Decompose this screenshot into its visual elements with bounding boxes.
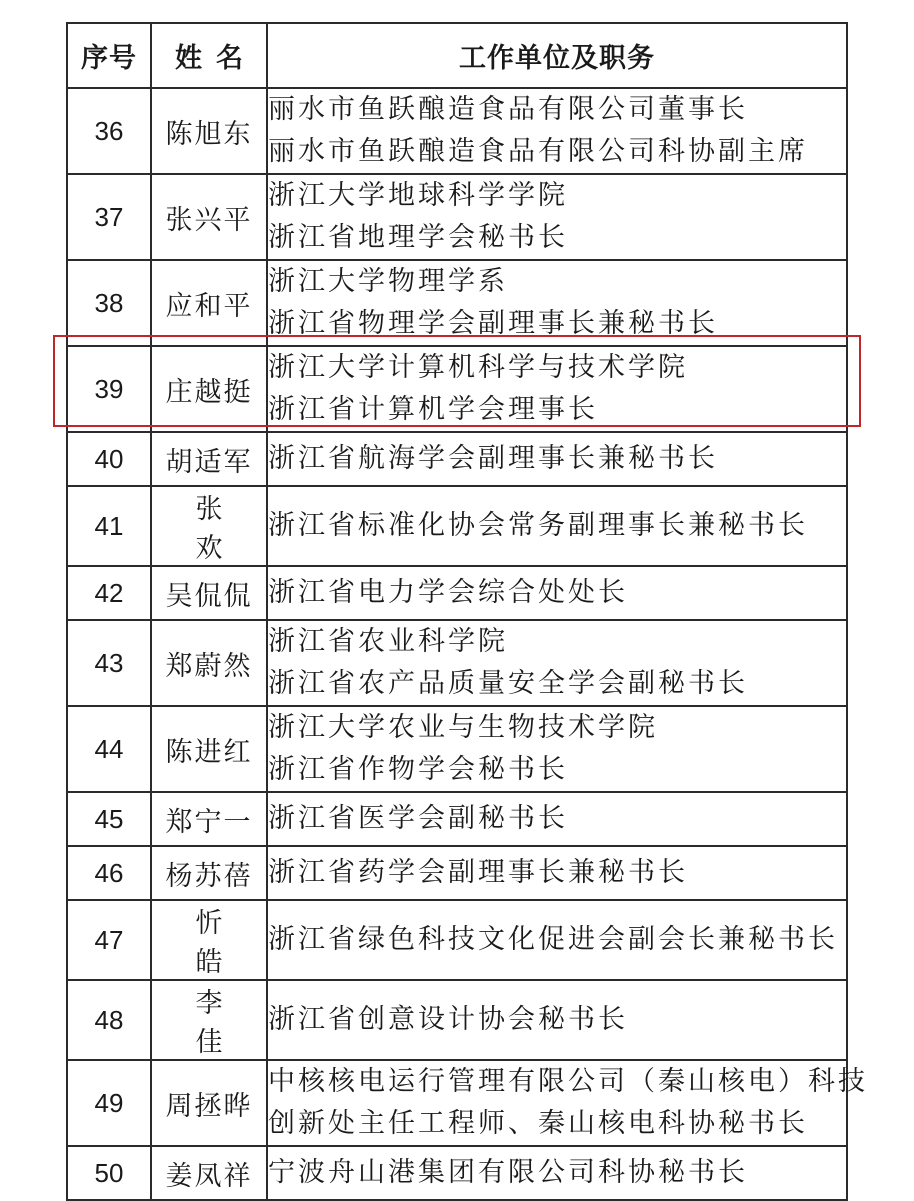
row-organization (267, 706, 847, 792)
row-person-name: 吴侃侃 (151, 566, 267, 620)
row-organization (267, 620, 847, 706)
row-serial-number: 41 (67, 486, 151, 566)
row-serial-number: 46 (67, 846, 151, 900)
row-serial-number: 48 (67, 980, 151, 1060)
table-row (67, 846, 847, 900)
row-organization (267, 900, 847, 980)
row-serial-number: 44 (67, 706, 151, 792)
row-serial-number: 36 (67, 88, 151, 174)
row-person-name: 陈进红 (151, 706, 267, 792)
row-person-name: 张兴平 (151, 174, 267, 260)
table-row (67, 174, 847, 260)
table-body (67, 88, 868, 1200)
organization-line: 浙江大学计算机科学与技术学院 (268, 352, 688, 383)
row-serial-number: 40 (67, 432, 151, 486)
row-person-name: 郑蔚然 (151, 620, 267, 706)
row-person-name: 姜凤祥 (151, 1146, 267, 1200)
table-row (67, 620, 847, 706)
row-person-name: 李佳 (151, 980, 267, 1060)
row-organization (267, 88, 847, 174)
organization-line: 中核核电运行管理有限公司（秦山核电）科技 (268, 1066, 868, 1097)
organization-line: 浙江省医学会副秘书长 (268, 803, 568, 834)
row-organization (267, 346, 847, 432)
row-person-name: 庄越挺 (151, 346, 267, 432)
row-organization (267, 980, 847, 1060)
row-serial-number: 45 (67, 792, 151, 846)
table-header-row (67, 23, 847, 88)
organization-line: 宁波舟山港集团有限公司科协秘书长 (268, 1157, 748, 1188)
row-person-name: 张欢 (151, 486, 267, 566)
row-person-name: 陈旭东 (151, 88, 267, 174)
row-serial-number: 42 (67, 566, 151, 620)
header-name (151, 23, 267, 88)
row-serial-number: 50 (67, 1146, 151, 1200)
organization-line: 浙江大学农业与生物技术学院 (268, 712, 658, 743)
row-person-name: 应和平 (151, 260, 267, 346)
header-serial-number: 序号 (67, 23, 151, 88)
organization-line: 浙江省农产品质量安全学会副秘书长 (268, 668, 748, 699)
row-person-name: 杨苏蓓 (151, 846, 267, 900)
row-organization (267, 486, 847, 566)
organization-line: 浙江省物理学会副理事长兼秘书长 (268, 308, 718, 339)
row-serial-number: 37 (67, 174, 151, 260)
row-person-name: 郑宁一 (151, 792, 267, 846)
table-row (67, 1146, 847, 1200)
organization-line: 浙江省计算机学会理事长 (268, 394, 598, 425)
row-organization (267, 846, 847, 900)
row-organization (267, 1146, 847, 1200)
row-organization (267, 1060, 868, 1146)
table-row (67, 980, 847, 1060)
row-organization (267, 432, 847, 486)
table-row (67, 1060, 847, 1146)
table-row (67, 486, 847, 566)
row-person-name: 忻皓 (151, 900, 267, 980)
row-organization (267, 566, 847, 620)
member-table (66, 22, 868, 1201)
row-serial-number: 39 (67, 346, 151, 432)
organization-line: 浙江大学地球科学学院 (268, 180, 568, 211)
organization-line: 浙江省药学会副理事长兼秘书长 (268, 857, 688, 888)
header-name-label: 姓名 (175, 43, 257, 74)
row-organization (267, 174, 847, 260)
organization-line: 浙江省标准化协会常务副理事长兼秘书长 (268, 510, 808, 541)
organization-line: 丽水市鱼跃酿造食品有限公司科协副主席 (268, 136, 808, 167)
organization-line: 浙江省农业科学院 (268, 626, 508, 657)
row-organization (267, 792, 847, 846)
row-serial-number: 38 (67, 260, 151, 346)
row-organization (267, 260, 847, 346)
organization-line: 浙江省创意设计协会秘书长 (268, 1004, 628, 1035)
table-row (67, 792, 847, 846)
table-row (67, 706, 847, 792)
row-person-name: 胡适军 (151, 432, 267, 486)
organization-line: 浙江省地理学会秘书长 (268, 222, 568, 253)
organization-line: 浙江省航海学会副理事长兼秘书长 (268, 443, 718, 474)
row-serial-number: 47 (67, 900, 151, 980)
organization-line: 浙江省绿色科技文化促进会副会长兼秘书长 (268, 924, 838, 955)
table-row (67, 900, 847, 980)
organization-line: 浙江省电力学会综合处处长 (268, 577, 628, 608)
row-person-name: 周拯晔 (151, 1060, 267, 1146)
table-row (67, 346, 847, 432)
table-row (67, 432, 847, 486)
table-row (67, 260, 847, 346)
organization-line: 创新处主任工程师、秦山核电科协秘书长 (268, 1108, 808, 1139)
organization-line: 丽水市鱼跃酿造食品有限公司董事长 (268, 94, 748, 125)
row-serial-number: 49 (67, 1060, 151, 1146)
organization-line: 浙江大学物理学系 (268, 266, 508, 297)
header-organization: 工作单位及职务 (267, 23, 847, 88)
table-row (67, 566, 847, 620)
organization-line: 浙江省作物学会秘书长 (268, 754, 568, 785)
table-row (67, 88, 847, 174)
row-serial-number: 43 (67, 620, 151, 706)
